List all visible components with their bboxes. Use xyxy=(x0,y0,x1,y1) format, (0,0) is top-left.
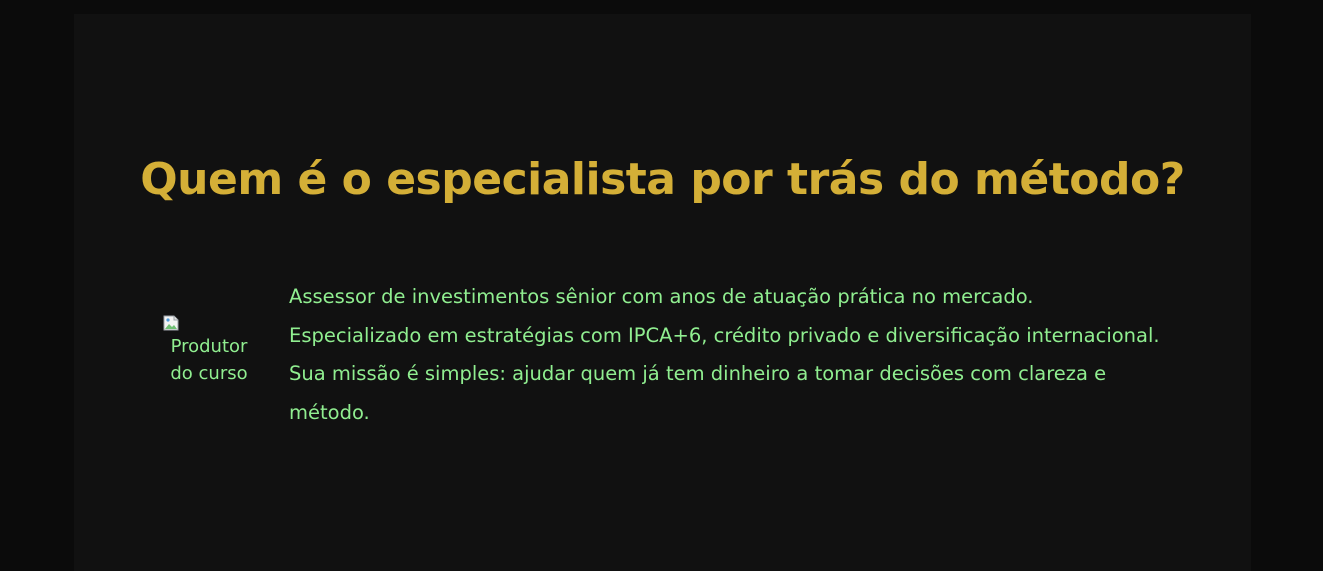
broken-image-icon xyxy=(163,315,179,331)
specialist-bio: Assessor de investimentos sênior com anos de atuação prática no mercado. Especializado em estratégias com IPCA+6, crédito privado e diversificação internacional. Sua missão é simples: ajudar quem já tem dinheiro a tomar decisões com clareza e método. xyxy=(289,285,1160,424)
producer-image xyxy=(163,315,263,395)
section-title: Quem é o especialista por trás do método? xyxy=(140,154,1185,205)
specialist-content xyxy=(163,278,1173,432)
producer-image-alt: Produtor do curso xyxy=(170,336,248,384)
specialist-section xyxy=(74,14,1251,571)
